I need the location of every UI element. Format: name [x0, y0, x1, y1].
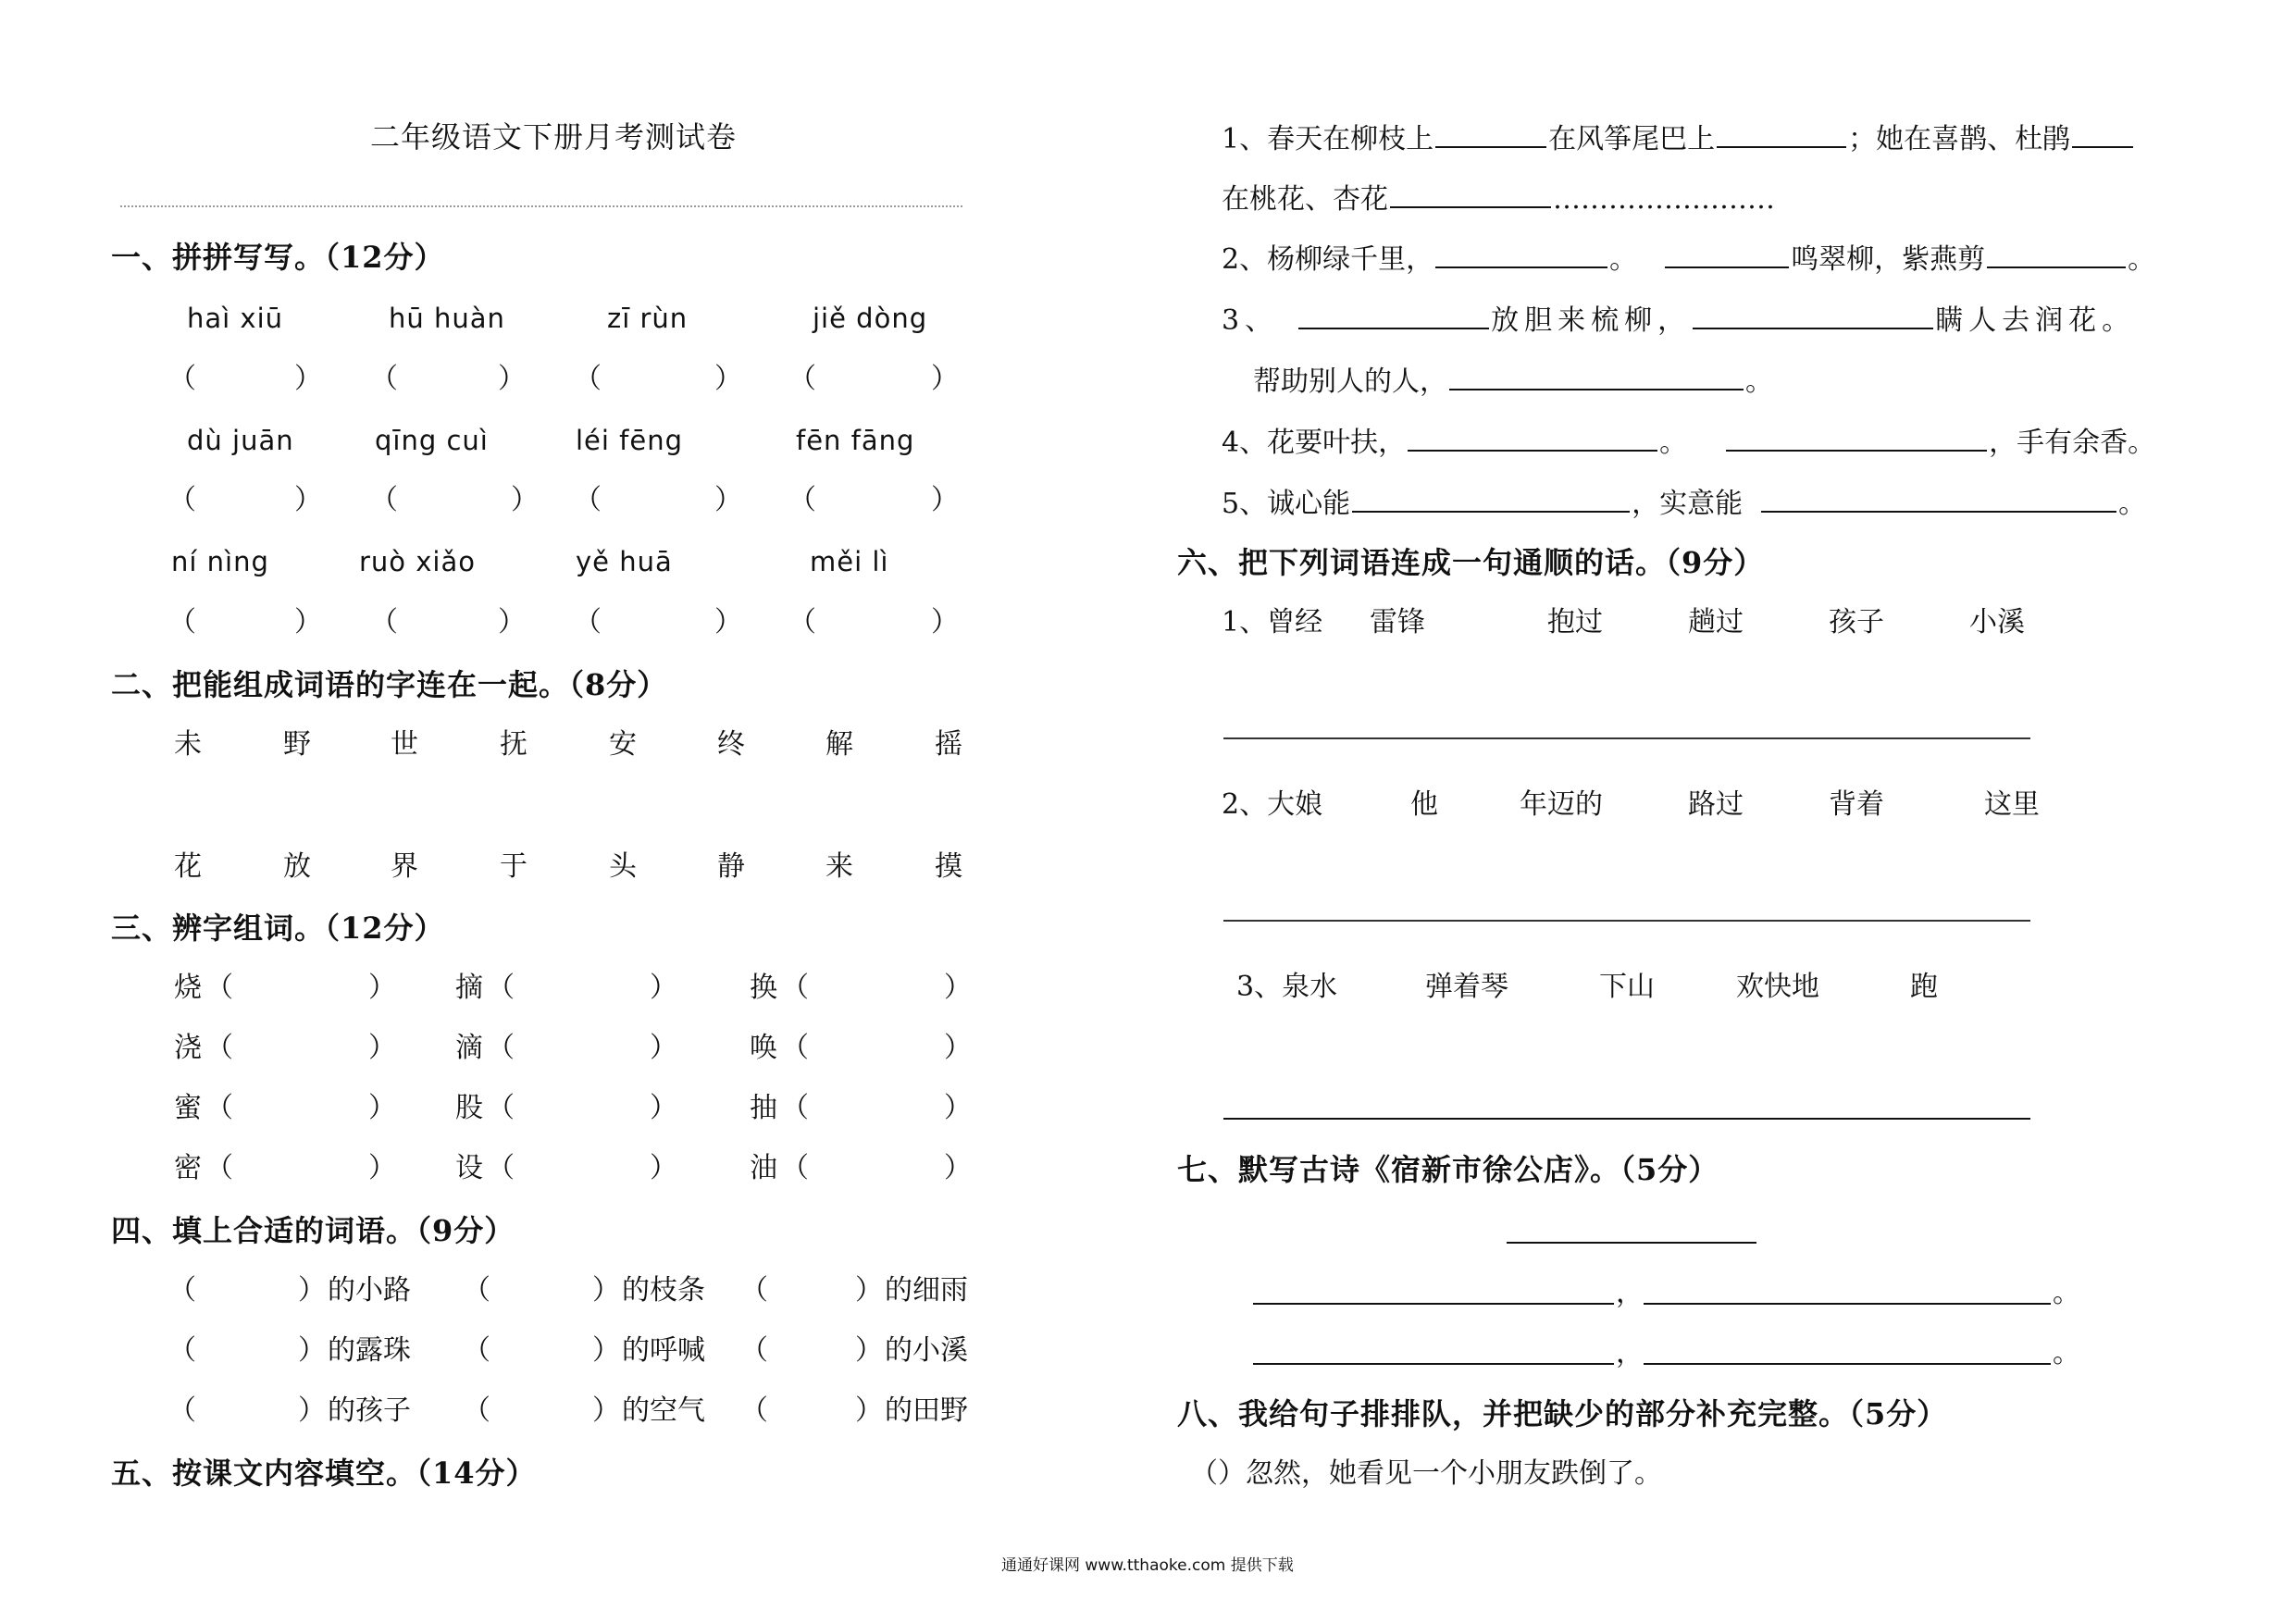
answer-paren-right: ） [368, 1152, 396, 1184]
word-item: 雷锋 [1370, 606, 1425, 638]
pinyin-item: ní nìng [171, 546, 269, 577]
char-item: 烧 [174, 972, 202, 1004]
answer-paren-left: （ [168, 1274, 196, 1307]
answer-paren-right: ） [592, 1334, 620, 1367]
answer-paren-left: （ [205, 1032, 233, 1064]
answer-paren-right: ） [714, 606, 742, 638]
pinyin-item: měi lì [810, 546, 889, 577]
answer-paren-left: （ [788, 606, 816, 638]
section-3-heading: 三、辨字组词。（12分） [111, 911, 445, 946]
char-item: 未 [174, 728, 202, 761]
section-2-heading: 二、把能组成词语的字连在一起。（8分） [111, 667, 668, 702]
char-item: 头 [609, 850, 637, 883]
answer-blank[interactable] [1987, 242, 2126, 268]
answer-paren-left: （ [205, 1152, 233, 1184]
word-item: 趟过 [1688, 606, 1744, 638]
answer-blank[interactable] [1726, 426, 1987, 452]
footer-text: 通通好课网 www.tthaoke.com 提供下载 [1001, 1556, 1294, 1575]
answer-blank[interactable] [1352, 487, 1630, 513]
answer-paren-right: ） [944, 1032, 972, 1064]
answer-paren-left: （ [574, 363, 602, 395]
char-item: 界 [391, 850, 418, 883]
answer-paren-right: ） [855, 1274, 883, 1307]
word-item: 他 [1410, 788, 1438, 821]
answer-blank[interactable] [1449, 365, 1744, 390]
char-item: 放 [283, 850, 311, 883]
answer-paren-left: （ [487, 1092, 515, 1124]
answer-paren-left: （ [740, 1274, 768, 1307]
answer-paren-right: ） [650, 1152, 677, 1184]
poem-answer-line[interactable] [1644, 1363, 2051, 1365]
word-item: 抱过 [1547, 606, 1603, 638]
fill-line: 1、春天在柳枝上 在风筝尾巴上 ；她在喜鹊、杜鹃 [1222, 122, 2135, 154]
word-item: 2、大娘 [1222, 788, 1323, 821]
char-item: 油 [750, 1152, 777, 1184]
answer-blank[interactable] [1435, 242, 1607, 268]
char-item: 股 [455, 1092, 483, 1124]
fill-phrase: 的孩子 [328, 1394, 411, 1427]
answer-paren-left: （ [168, 363, 196, 395]
answer-paren-left: （ [370, 606, 398, 638]
answer-paren-left: （ [168, 1334, 196, 1367]
char-item: 世 [391, 728, 418, 761]
section-6-heading: 六、把下列词语连成一句通顺的话。（9分） [1177, 545, 1765, 580]
char-item: 密 [174, 1152, 202, 1184]
answer-paren-right: ） [294, 484, 322, 516]
answer-paren-right: ） [592, 1274, 620, 1307]
dotted-divider [120, 205, 962, 207]
word-item: 孩子 [1829, 606, 1884, 638]
answer-blank[interactable] [1693, 304, 1933, 329]
answer-paren-left: （ [487, 1152, 515, 1184]
fill-phrase: 的田野 [885, 1394, 968, 1427]
answer-paren-right: ） [294, 606, 322, 638]
section-7-heading: 七、默写古诗《宿新市徐公店》。（5分） [1177, 1152, 1719, 1187]
answer-blank[interactable] [2072, 122, 2133, 148]
answer-blank[interactable] [1390, 182, 1551, 208]
answer-paren-right: ） [931, 484, 959, 516]
char-item: 花 [174, 850, 202, 883]
section-8-heading: 八、我给句子排排队，并把缺少的部分补充完整。（5分） [1177, 1396, 1948, 1431]
poem-title-line[interactable] [1507, 1242, 1756, 1244]
answer-paren-left: （ [463, 1394, 490, 1427]
answer-paren-right: ） [511, 484, 539, 516]
answer-paren-right: ） [855, 1334, 883, 1367]
answer-paren-left: （ [788, 484, 816, 516]
word-item: 3、泉水 [1236, 971, 1338, 1003]
poem-answer-line[interactable] [1253, 1303, 1614, 1305]
answer-paren-left: （ [487, 972, 515, 1004]
fill-phrase: 的枝条 [622, 1274, 705, 1307]
answer-paren-left: （ [781, 1032, 809, 1064]
answer-paren-left: （ [205, 972, 233, 1004]
answer-paren-left: （ [574, 484, 602, 516]
pinyin-item: dù juān [187, 425, 294, 456]
word-item: 1、曾经 [1222, 606, 1323, 638]
poem-answer-line[interactable] [1253, 1363, 1614, 1365]
answer-paren-right: ） [944, 1152, 972, 1184]
answer-paren-left: （ [370, 363, 398, 395]
char-item: 静 [717, 850, 745, 883]
answer-paren-left: （ [788, 363, 816, 395]
char-item: 终 [717, 728, 745, 761]
answer-blank[interactable] [1435, 122, 1546, 148]
fill-phrase: 的空气 [622, 1394, 705, 1427]
answer-paren-left: （ [205, 1092, 233, 1124]
pinyin-item: ruò xiǎo [359, 546, 476, 577]
poem-answer-line[interactable] [1644, 1303, 2051, 1305]
answer-paren-right: ） [944, 1092, 972, 1124]
fill-phrase: 的小路 [328, 1274, 411, 1307]
pinyin-item: jiě dòng [813, 303, 928, 334]
word-item: 欢快地 [1736, 971, 1819, 1003]
answer-paren-right: ） [650, 1092, 677, 1124]
answer-paren-left: （ [740, 1394, 768, 1427]
fill-line: 5、诚心能 ，实意能 。 [1222, 488, 2147, 520]
char-item: 滴 [455, 1032, 483, 1064]
char-item: 设 [455, 1152, 483, 1184]
char-item: 摘 [455, 972, 483, 1004]
fill-phrase: 的露珠 [328, 1334, 411, 1367]
pinyin-item: yě huā [576, 546, 673, 577]
answer-paren-left: （ [781, 1152, 809, 1184]
answer-paren-left: （ [781, 972, 809, 1004]
answer-paren-left: （ [487, 1032, 515, 1064]
answer-paren-right: ） [368, 1032, 396, 1064]
poem-period: 。 [2053, 1337, 2080, 1369]
char-item: 野 [283, 728, 311, 761]
pinyin-item: fēn fāng [796, 425, 915, 456]
answer-blank[interactable] [1717, 122, 1846, 148]
fill-phrase: 的小溪 [885, 1334, 968, 1367]
answer-paren-right: ） [650, 1032, 677, 1064]
word-item: 弹着琴 [1425, 971, 1508, 1003]
answer-paren-right: ） [714, 363, 742, 395]
answer-paren-right: ） [298, 1334, 326, 1367]
answer-paren-left: （ [370, 484, 398, 516]
answer-paren-right: ） [498, 363, 526, 395]
pinyin-item: zī rùn [607, 303, 689, 334]
answer-paren-right: ） [368, 1092, 396, 1124]
char-item: 摇 [935, 728, 962, 761]
answer-paren-right: ） [714, 484, 742, 516]
poem-period: 。 [2053, 1277, 2080, 1309]
fill-line: 2、杨柳绿千里， 。 鸣翠柳，紫燕剪 。 [1222, 243, 2156, 276]
poem-comma: ， [1616, 1337, 1644, 1369]
answer-blank[interactable] [1665, 242, 1789, 268]
word-item: 年迈的 [1520, 788, 1603, 821]
section-1-heading: 一、拼拼写写。（12分） [111, 240, 445, 275]
answer-paren-right: ） [368, 972, 396, 1004]
char-item: 安 [609, 728, 637, 761]
answer-paren-left: （ [740, 1334, 768, 1367]
char-item: 摸 [935, 850, 962, 883]
answer-blank[interactable] [1761, 487, 2116, 513]
answer-paren-right: ） [931, 606, 959, 638]
section-5-heading: 五、按课文内容填空。（14分） [111, 1456, 537, 1491]
answer-paren-left: （ [463, 1274, 490, 1307]
answer-paren-right: ） [498, 606, 526, 638]
answer-paren-right: ） [298, 1274, 326, 1307]
answer-paren-left: （ [168, 1394, 196, 1427]
pinyin-item: léi fēng [576, 425, 684, 456]
section-4-heading: 四、填上合适的词语。（9分） [111, 1213, 515, 1248]
answer-paren-left: （ [463, 1334, 490, 1367]
answer-line[interactable] [1223, 737, 2030, 739]
answer-paren-right: ） [294, 363, 322, 395]
fill-line: 在桃花、杏花 …………………… [1222, 183, 1775, 216]
char-item: 解 [825, 728, 853, 761]
pinyin-item: hū huàn [389, 303, 505, 334]
answer-paren-left: （ [168, 484, 196, 516]
answer-line[interactable] [1223, 1118, 2030, 1120]
pinyin-item: qīng cuì [375, 425, 489, 456]
word-item: 背着 [1829, 788, 1884, 821]
char-item: 蜜 [174, 1092, 202, 1124]
answer-paren-right: ） [592, 1394, 620, 1427]
fill-phrase: 的细雨 [885, 1274, 968, 1307]
answer-blank[interactable] [1298, 304, 1489, 329]
char-item: 来 [825, 850, 853, 883]
answer-line[interactable] [1223, 920, 2030, 922]
fill-line: 帮助别人的人， 。 [1253, 365, 1773, 398]
answer-paren-right: ） [298, 1394, 326, 1427]
word-item: 跑 [1910, 971, 1938, 1003]
answer-blank[interactable] [1408, 426, 1657, 452]
answer-paren-left: （ [781, 1092, 809, 1124]
word-item: 小溪 [1969, 606, 2025, 638]
answer-paren-right: ） [650, 972, 677, 1004]
poem-comma: ， [1616, 1277, 1644, 1309]
word-item: 路过 [1688, 788, 1744, 821]
char-item: 唤 [750, 1032, 777, 1064]
char-item: 换 [750, 972, 777, 1004]
fill-line: 3、 放胆来梳柳， 瞒人去润花。 [1222, 304, 2136, 337]
fill-line: 4、花要叶扶， 。 ，手有余香。 [1222, 427, 2156, 459]
answer-paren-left: （ [168, 606, 196, 638]
sentence-item: （）忽然，她看见一个小朋友跌倒了。 [1190, 1457, 1662, 1490]
char-item: 抚 [500, 728, 527, 761]
answer-paren-left: （ [574, 606, 602, 638]
answer-paren-right: ） [931, 363, 959, 395]
char-item: 抽 [750, 1092, 777, 1124]
pinyin-item: haì xiū [187, 303, 284, 334]
page-title: 二年级语文下册月考测试卷 [370, 119, 738, 155]
word-item: 这里 [1984, 788, 2040, 821]
answer-paren-right: ） [855, 1394, 883, 1427]
answer-paren-right: ） [944, 972, 972, 1004]
fill-phrase: 的呼喊 [622, 1334, 705, 1367]
char-item: 浇 [174, 1032, 202, 1064]
char-item: 于 [500, 850, 527, 883]
word-item: 下山 [1599, 971, 1655, 1003]
